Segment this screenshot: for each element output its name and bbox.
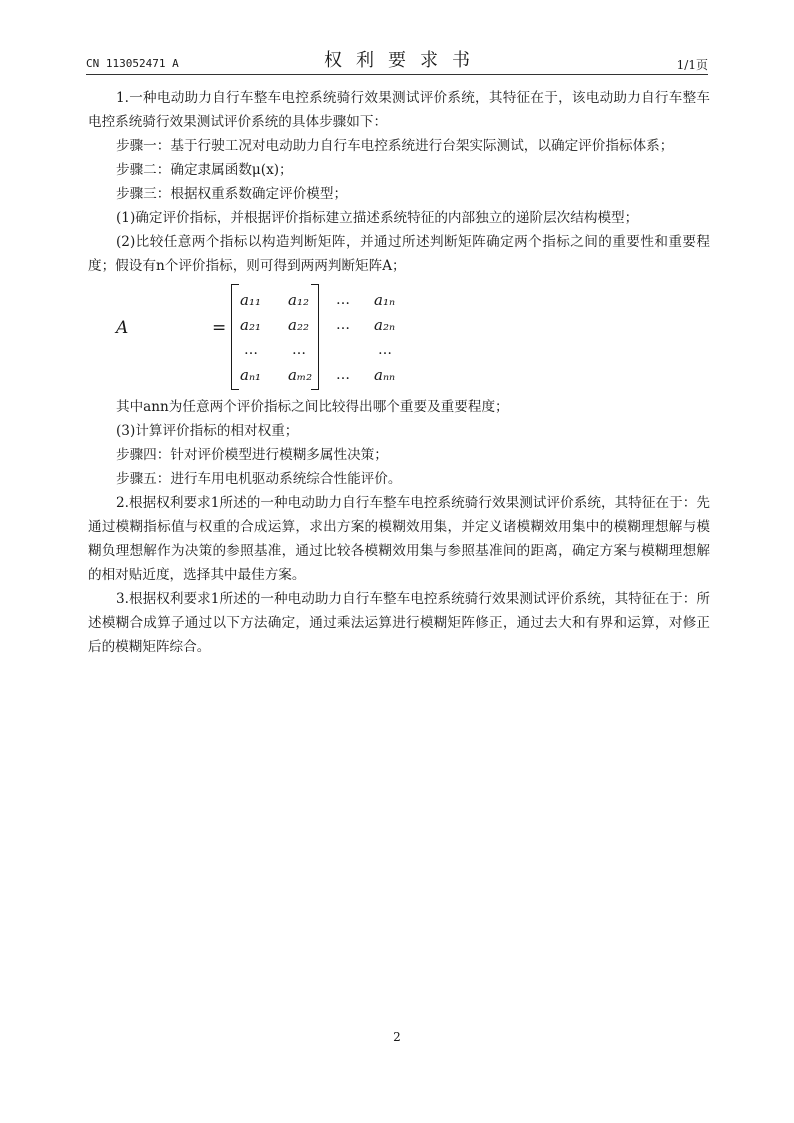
claim-paragraph: 步骤四：针对评价模型进行模糊多属性决策； [116,447,388,463]
matrix-cell: … [292,342,306,358]
matrix-cell: … [336,317,350,333]
matrix-equals: = [212,318,227,338]
matrix-cell: a₁₁ [240,291,261,309]
matrix-cell: … [336,367,350,383]
claim-paragraph: 步骤一：基于行驶工况对电动助力自行车电控系统进行台架实际测试，以确定评价指标体系； [116,138,674,154]
claim-paragraph: 1.一种电动助力自行车整车电控系统骑行效果测试评价系统，其特征在于，该电动助力自行车整车电控系统骑行效果测试评价系统的具体步骤如下： [88,90,710,130]
matrix-cell: a₂₁ [240,316,261,334]
matrix-cell: a₂ₙ [374,316,396,334]
claim-paragraph: (2)比较任意两个指标以构造判断矩阵，并通过所述判断矩阵确定两个指标之间的重要性和重要程度；假设有n个评价指标，则可得到两两判断矩阵A； [88,234,710,274]
claim-paragraph: 2.根据权利要求1所述的一种电动助力自行车整车电控系统骑行效果测试评价系统，其特征在于：先通过模糊指标值与权重的合成运算，求出方案的模糊效用集，并定义诸模糊效用集中的模糊理想解与模糊负理想解作为决策的参照基准，通过比较各模糊效用集与参照基准间的距离，确定方案与模糊理想解的相对贴近度，选择其中最佳方案。 [88,495,710,583]
judgment-matrix [88,282,710,392]
matrix-cell: aₙ₁ [240,366,262,384]
claim-paragraph: 步骤五：进行车用电机驱动系统综合性能评价。 [116,471,402,487]
matrix-left-bracket [231,284,239,390]
matrix-cell: aₙₙ [374,366,396,384]
claim-paragraph: 步骤二：确定隶属函数μ(x)； [116,162,293,178]
matrix-cell: a₁₂ [288,291,309,309]
claims-body [88,86,710,659]
claim-paragraph: 3.根据权利要求1所述的一种电动助力自行车整车电控系统骑行效果测试评价系统，其特征在于：所述模糊合成算子通过以下方法确定，通过乘法运算进行模糊矩阵修正，通过去大和有界和运算，对修正后的模糊矩阵综合。 [88,591,710,655]
claim-paragraph: (1)确定评价指标，并根据评价指标建立描述系统特征的内部独立的递阶层次结构模型； [116,210,639,226]
matrix-cell: … [336,292,350,308]
matrix-cells [240,288,404,388]
matrix-cell: … [378,342,392,358]
page-number: 2 [393,1030,401,1044]
claim-paragraph: 步骤三：根据权重系数确定评价模型； [116,186,348,202]
matrix-cell: aₘ₂ [288,366,313,384]
page-header [86,44,708,74]
matrix-cell: a₁ₙ [374,291,396,309]
document-number: CN 113052471 A [86,57,179,70]
document-title: 权利要求书 [324,50,484,71]
header-divider [86,74,708,75]
claim-paragraph: (3)计算评价指标的相对权重； [116,423,299,439]
page-count: 1/1页 [676,58,708,72]
matrix-cell: … [244,342,258,358]
matrix-cell: a₂₂ [288,316,309,334]
matrix-label: A [116,318,129,338]
matrix-cell [332,338,374,363]
claim-paragraph: 其中ann为任意两个评价指标之间比较得出哪个重要及重要程度； [116,399,509,415]
